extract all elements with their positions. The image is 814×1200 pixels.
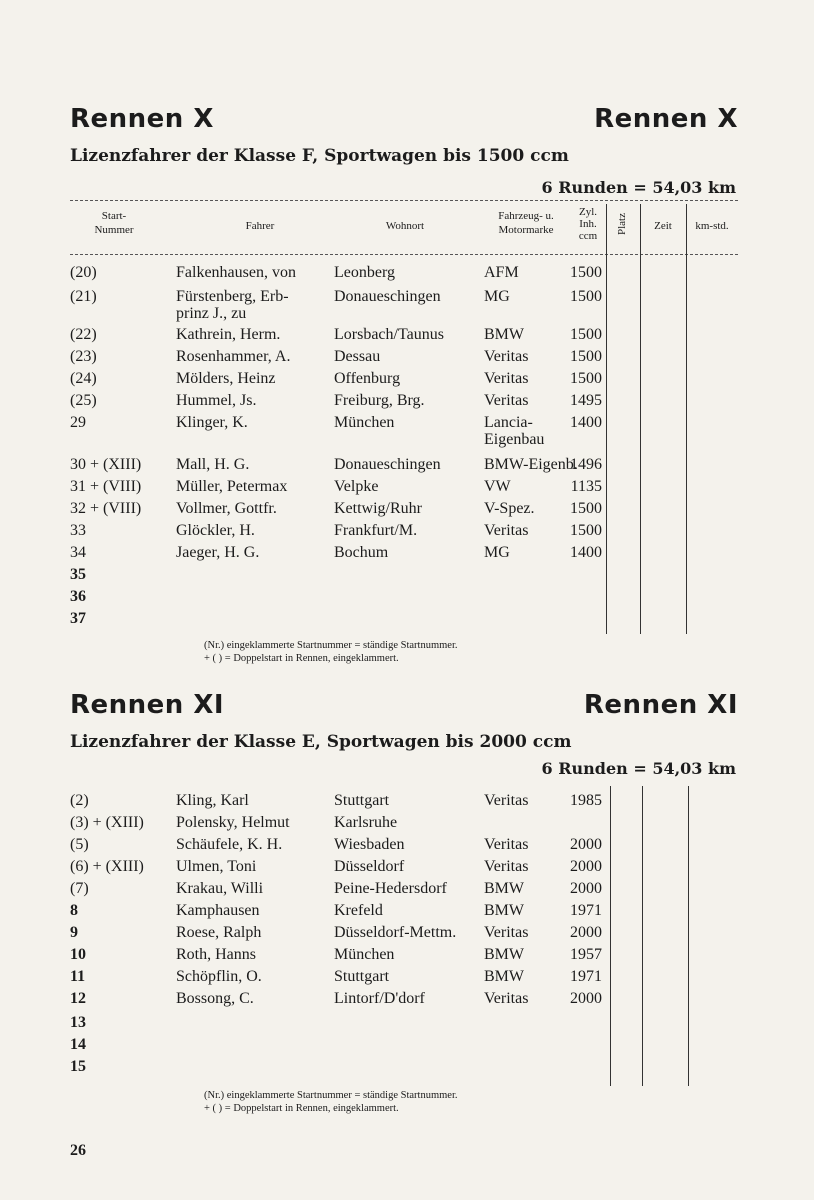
entry-start-number: 8 <box>70 902 78 919</box>
entry-driver: Roese, Ralph <box>176 924 262 941</box>
race-10-note-2: + ( ) = Doppelstart in Rennen, eingeklammert. <box>204 653 399 664</box>
entry-start-number: 29 <box>70 414 86 431</box>
col-fahrer: Fahrer <box>245 220 275 232</box>
col-fahrzeug-1: Fahrzeug- u. <box>498 210 554 222</box>
entry-make: Veritas <box>484 392 529 409</box>
entry-ccm: 2000 <box>570 924 602 941</box>
entry-start-number: 15 <box>70 1058 86 1075</box>
entry-start-number: 37 <box>70 610 86 627</box>
entry-row <box>70 878 610 900</box>
entry-ccm: 1500 <box>570 326 602 343</box>
entry-driver: Schäufele, K. H. <box>176 836 283 853</box>
race-10-line-zeit <box>640 204 641 634</box>
entry-hometown: Düsseldorf <box>334 858 405 875</box>
entry-start-number: (5) <box>70 836 89 853</box>
entry-driver: Müller, Petermax <box>176 478 288 495</box>
entry-row <box>70 324 610 346</box>
entry-make: BMW <box>484 326 524 343</box>
entry-start-number: (21) <box>70 288 97 305</box>
entry-make: V-Spez. <box>484 500 535 517</box>
entry-ccm: 1495 <box>570 392 602 409</box>
entry-start-number: 12 <box>70 990 86 1007</box>
entry-make: BMW <box>484 902 524 919</box>
entry-make-line2: Eigenbau <box>484 431 545 448</box>
entry-start-number: (22) <box>70 326 97 343</box>
race-11-note-2: + ( ) = Doppelstart in Rennen, eingeklammert. <box>204 1103 399 1114</box>
entry-ccm: 1500 <box>570 500 602 517</box>
entry-hometown: Stuttgart <box>334 968 390 985</box>
entry-hometown: München <box>334 946 395 963</box>
entry-hometown: Kettwig/Ruhr <box>334 500 422 517</box>
entry-row <box>70 542 610 564</box>
col-fahrzeug-2: Motormarke <box>498 224 554 236</box>
entry-start-number: 30 + (XIII) <box>70 456 142 473</box>
entry-hometown: München <box>334 414 395 431</box>
race-10-note-1: (Nr.) eingeklammerte Startnummer = ständige Startnummer. <box>204 640 458 651</box>
entry-make: BMW <box>484 968 524 985</box>
entry-make: Veritas <box>484 522 529 539</box>
entry-row <box>70 520 610 542</box>
entry-ccm: 1957 <box>570 946 602 963</box>
entry-start-number: 9 <box>70 924 78 941</box>
entry-start-number: (24) <box>70 370 97 387</box>
entry-start-number: 32 + (VIII) <box>70 500 142 517</box>
entry-row <box>70 286 610 322</box>
entry-make: Veritas <box>484 348 529 365</box>
entry-ccm: 2000 <box>570 990 602 1007</box>
entry-row <box>70 988 610 1010</box>
entry-driver: Roth, Hanns <box>176 946 256 963</box>
entry-make: MG <box>484 288 510 305</box>
entry-driver: Rosenhammer, A. <box>176 348 291 365</box>
entry-driver: Ulmen, Toni <box>176 858 257 875</box>
entry-driver: Mall, H. G. <box>176 456 250 473</box>
entry-ccm: 1500 <box>570 288 602 305</box>
race-11-heading <box>70 690 738 730</box>
entry-hometown: Leonberg <box>334 264 396 281</box>
entry-ccm: 1400 <box>570 544 602 561</box>
col-zyl-1: Zyl. <box>578 206 598 218</box>
entry-ccm: 2000 <box>570 880 602 897</box>
entry-row <box>70 498 610 520</box>
entry-row <box>70 834 610 856</box>
col-platz: Platz <box>616 213 628 235</box>
entry-start-number: 35 <box>70 566 86 583</box>
race-10-column-headers <box>70 200 738 252</box>
entry-driver: Klinger, K. <box>176 414 248 431</box>
entry-make: BMW <box>484 946 524 963</box>
entry-hometown: Offenburg <box>334 370 401 387</box>
entry-driver: Kathrein, Herm. <box>176 326 281 343</box>
entry-row <box>70 412 610 448</box>
race-11-line-kmstd <box>688 786 689 1086</box>
entry-ccm: 1971 <box>570 902 602 919</box>
entry-driver: Vollmer, Gottfr. <box>176 500 277 517</box>
entry-row <box>70 790 610 812</box>
entry-row <box>70 346 610 368</box>
race-11-class: Lizenzfahrer der Klasse E, Sportwagen bis 2000 ccm <box>70 732 572 752</box>
entry-row <box>70 476 610 498</box>
entry-driver: Mölders, Heinz <box>176 370 276 387</box>
entry-make: MG <box>484 544 510 561</box>
entry-ccm: 1400 <box>570 414 602 431</box>
entry-driver: Kling, Karl <box>176 792 249 809</box>
race-11-laps: 6 Runden = 54,03 km <box>541 759 736 778</box>
entry-hometown: Krefeld <box>334 902 383 919</box>
entry-start-number: 36 <box>70 588 86 605</box>
entry-row <box>70 856 610 878</box>
entry-hometown: Stuttgart <box>334 792 390 809</box>
entry-start-number: 31 + (VIII) <box>70 478 142 495</box>
entry-start-number: (6) + (XIII) <box>70 858 144 875</box>
entry-ccm: 1985 <box>570 792 602 809</box>
race-11-title-right: Rennen XI <box>583 690 738 720</box>
race-11-note-1: (Nr.) eingeklammerte Startnummer = ständige Startnummer. <box>204 1090 458 1101</box>
entry-start-number: (3) + (XIII) <box>70 814 144 831</box>
race-10-title-left: Rennen X <box>70 104 214 134</box>
entry-row <box>70 262 610 284</box>
entry-hometown: Wiesbaden <box>334 836 405 853</box>
entry-start-number: 11 <box>70 968 86 985</box>
race-10-line-kmstd <box>686 204 687 634</box>
entry-driver: Polensky, Helmut <box>176 814 290 831</box>
race-10-title-right: Rennen X <box>594 104 738 134</box>
entry-make: VW <box>484 478 511 495</box>
entry-driver: Krakau, Willi <box>176 880 264 897</box>
entry-hometown: Bochum <box>334 544 389 561</box>
race-11-line-platz <box>610 786 611 1086</box>
entry-start-number: (7) <box>70 880 89 897</box>
entry-start-number: 33 <box>70 522 86 539</box>
entry-driver: Kamphausen <box>176 902 260 919</box>
race-11-line-zeit <box>642 786 643 1086</box>
col-kmstd: km-std. <box>695 220 729 232</box>
entry-hometown: Lorsbach/Taunus <box>334 326 444 343</box>
entry-ccm: 2000 <box>570 836 602 853</box>
entry-row <box>70 944 610 966</box>
entry-row <box>70 812 610 834</box>
entry-driver: Jaeger, H. G. <box>176 544 260 561</box>
race-11-title-left: Rennen XI <box>70 690 225 720</box>
entry-make: Veritas <box>484 836 529 853</box>
entry-hometown: Peine-Hedersdorf <box>334 880 447 897</box>
entry-ccm: 2000 <box>570 858 602 875</box>
entry-row <box>70 1034 610 1056</box>
entry-driver: Falkenhausen, von <box>176 264 296 281</box>
col-start-nummer-1: Start- <box>101 210 127 222</box>
entry-row <box>70 390 610 412</box>
entry-start-number: (20) <box>70 264 97 281</box>
entry-row <box>70 1056 610 1078</box>
entry-hometown: Velpke <box>334 478 379 495</box>
entry-driver: Fürstenberg, Erb- <box>176 288 289 305</box>
entry-hometown: Dessau <box>334 348 381 365</box>
entry-row <box>70 608 610 630</box>
entry-make: Veritas <box>484 858 529 875</box>
entry-row <box>70 586 610 608</box>
entry-ccm: 1971 <box>570 968 602 985</box>
entry-driver: Schöpflin, O. <box>176 968 262 985</box>
entry-start-number: 10 <box>70 946 86 963</box>
entry-make: AFM <box>484 264 519 281</box>
entry-make: Veritas <box>484 792 529 809</box>
entry-hometown: Donaueschingen <box>334 456 441 473</box>
entry-driver: Hummel, Js. <box>176 392 257 409</box>
entry-row <box>70 922 610 944</box>
col-zeit: Zeit <box>654 220 672 232</box>
entry-start-number: 34 <box>70 544 86 561</box>
entry-start-number: (23) <box>70 348 97 365</box>
entry-make: Lancia- <box>484 414 533 431</box>
entry-driver-line2: prinz J., zu <box>176 305 247 322</box>
entry-driver: Glöckler, H. <box>176 522 255 539</box>
entry-row <box>70 900 610 922</box>
entry-hometown: Freiburg, Brg. <box>334 392 425 409</box>
entry-row <box>70 564 610 586</box>
entry-hometown: Frankfurt/M. <box>334 522 418 539</box>
entry-ccm: 1500 <box>570 522 602 539</box>
entry-ccm: 1500 <box>570 264 602 281</box>
entry-make: Veritas <box>484 370 529 387</box>
entry-make: Veritas <box>484 990 529 1007</box>
entry-hometown: Donaueschingen <box>334 288 441 305</box>
col-wohnort: Wohnort <box>385 220 425 232</box>
entry-driver: Bossong, C. <box>176 990 254 1007</box>
entry-make: BMW-Eigenb. <box>484 456 578 473</box>
entry-ccm: 1500 <box>570 370 602 387</box>
entry-ccm: 1496 <box>570 456 602 473</box>
entry-row <box>70 1012 610 1034</box>
race-10-class: Lizenzfahrer der Klasse F, Sportwagen bis 1500 ccm <box>70 146 569 166</box>
col-start-nummer-2: Nummer <box>94 224 134 236</box>
entry-row <box>70 368 610 390</box>
page-number: 26 <box>70 1142 86 1159</box>
col-zyl-2: Inh. <box>579 218 597 230</box>
entry-start-number: 14 <box>70 1036 86 1053</box>
entry-hometown: Karlsruhe <box>334 814 398 831</box>
entry-ccm: 1500 <box>570 348 602 365</box>
entry-hometown: Lintorf/D'dorf <box>334 990 425 1007</box>
entry-hometown: Düsseldorf-Mettm. <box>334 924 457 941</box>
entry-start-number: 13 <box>70 1014 86 1031</box>
entry-start-number: (25) <box>70 392 97 409</box>
entry-make: BMW <box>484 880 524 897</box>
header-bottom-rule <box>70 254 738 255</box>
entry-row <box>70 454 610 476</box>
entry-start-number: (2) <box>70 792 89 809</box>
col-zyl-3: ccm <box>578 230 598 242</box>
entry-row <box>70 966 610 988</box>
entry-ccm: 1135 <box>570 478 602 495</box>
entry-make: Veritas <box>484 924 529 941</box>
race-10-laps: 6 Runden = 54,03 km <box>541 178 736 197</box>
race-10-heading <box>70 104 738 144</box>
